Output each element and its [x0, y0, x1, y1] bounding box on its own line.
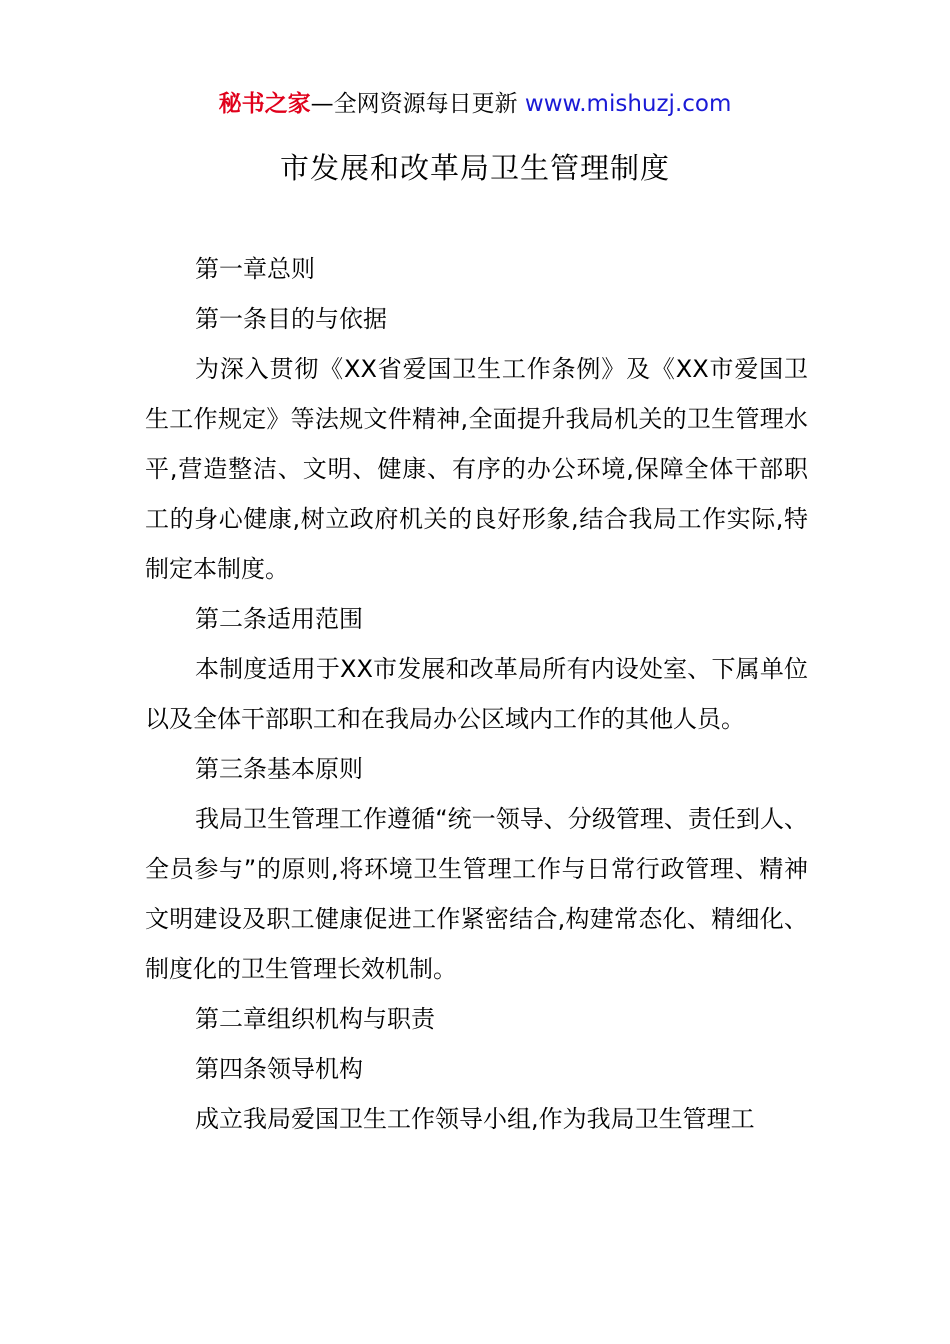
document-title: 市发展和改革局卫生管理制度 [279, 151, 670, 185]
paragraph: 本制度适用于XX市发展和改革局所有内设处室、下属单位以及全体干部职工和在我局办公区域内工作的其他人员。 [145, 655, 808, 733]
article-heading: 第四条领导机构 [195, 1055, 363, 1083]
article-heading: 第二条适用范围 [195, 605, 363, 633]
header-tagline: —全网资源每日更新 [310, 91, 525, 117]
site-header [0, 86, 950, 122]
chapter-heading: 第二章组织机构与职责 [195, 1005, 435, 1033]
chapter-heading: 第一章总则 [195, 255, 315, 283]
site-url-link[interactable]: www.mishuzj.com [524, 91, 732, 117]
paragraph: 我局卫生管理工作遵循“统一领导、分级管理、责任到人、全员参与”的原则,将环境卫生管理工作与日常行政管理、精神文明建设及职工健康促进工作紧密结合,构建常态化、精细化、制度化的卫生管理长效机制。 [145, 805, 808, 983]
article-heading: 第一条目的与依据 [195, 305, 387, 333]
brand-name: 秘书之家 [218, 91, 311, 117]
paragraph: 为深入贯彻《XX省爱国卫生工作条例》及《XX市爱国卫生工作规定》等法规文件精神,全面提升我局机关的卫生管理水平,营造整洁、文明、健康、有序的办公环境,保障全体干部职工的身心健康,树立政府机关的良好形象,结合我局工作实际,特制定本制度。 [145, 355, 808, 583]
paragraph: 成立我局爱国卫生工作领导小组,作为我局卫生管理工 [195, 1105, 755, 1133]
article-heading: 第三条基本原则 [195, 755, 363, 783]
document-body [145, 244, 808, 1144]
